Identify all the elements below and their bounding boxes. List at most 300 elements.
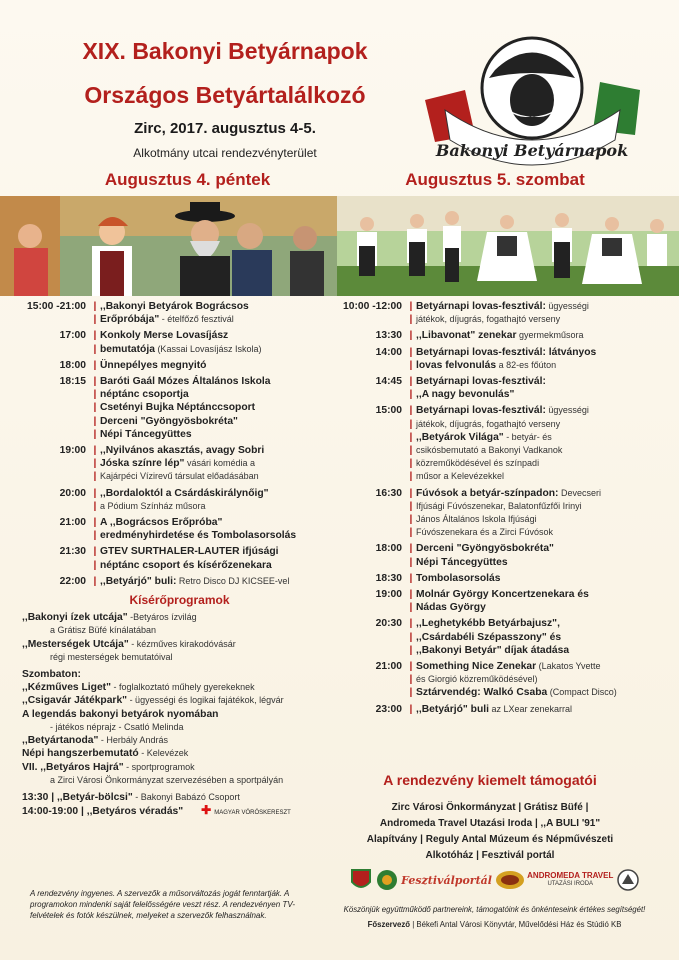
schedule-row bbox=[338, 487, 653, 500]
schedule-row bbox=[338, 601, 653, 614]
event-detail: Kajárpéci Vízirevű társulat előadásában bbox=[100, 471, 259, 482]
event-title: GTEV SURTHALER-LAUTER ifjúsági bbox=[100, 546, 279, 558]
event-time bbox=[22, 313, 90, 326]
event-detail: (Compact Disco) bbox=[547, 687, 617, 698]
event-title: Nádas György bbox=[416, 602, 486, 614]
event-detail: (Kassai Lovasíjász Iskola) bbox=[154, 343, 262, 354]
event-time bbox=[22, 457, 90, 470]
event-title: ,,Betyárjó" buli bbox=[416, 703, 489, 715]
event-text bbox=[100, 545, 337, 558]
event-time: 20:00 bbox=[59, 487, 86, 499]
separator: | bbox=[93, 487, 97, 499]
day2-schedule bbox=[338, 300, 653, 716]
betyarnapok-logo bbox=[425, 30, 640, 180]
event-text bbox=[100, 300, 337, 313]
event-detail: csikósbemutató a Bakonyi Vadkanok bbox=[416, 445, 563, 456]
event-title: ,,A nagy bevonulás" bbox=[416, 389, 515, 401]
event-title: Csetényi Bujka Néptánccsoport bbox=[100, 402, 256, 414]
event-detail: ügyességi bbox=[545, 301, 589, 311]
event-text bbox=[416, 500, 653, 513]
andromeda-logo bbox=[527, 871, 613, 889]
event-time bbox=[338, 526, 406, 539]
event-time: 18:00 bbox=[375, 543, 402, 555]
schedule-row bbox=[338, 470, 653, 483]
sponsors-title: A rendezvény kiemelt támogatói bbox=[383, 772, 597, 788]
schedule-row bbox=[22, 388, 337, 401]
schedule-row bbox=[338, 542, 653, 555]
schedule-row bbox=[338, 673, 653, 686]
event-text bbox=[100, 388, 337, 401]
red-cross-label: MAGYAR VÖRÖSKERESZT bbox=[214, 810, 291, 817]
event-text bbox=[416, 470, 653, 483]
schedule-row bbox=[338, 375, 653, 388]
separator: | bbox=[93, 559, 97, 571]
event-detail: János Általános Iskola Ifjúsági bbox=[416, 514, 537, 525]
schedule-row bbox=[338, 526, 653, 539]
event-text bbox=[100, 500, 337, 513]
schedule-row bbox=[338, 457, 653, 470]
schedule-row bbox=[338, 359, 653, 372]
event-text bbox=[100, 457, 337, 470]
separator: | bbox=[409, 514, 413, 526]
event-text bbox=[416, 572, 653, 585]
side-item bbox=[22, 668, 337, 681]
footer-note: A rendezvény ingyenes. A szervezők a műsorváltozás jogát fenntartják. A programokon mindenki saját felelősségére veszt rész. A rendezvényen TV- felvételek és fotók készülnek, melyeket a szervezők felhasználnak. bbox=[30, 889, 296, 920]
event-text bbox=[416, 631, 653, 644]
day1-title: Augusztus 4. péntek bbox=[104, 170, 271, 189]
separator: | bbox=[409, 631, 413, 643]
event-text bbox=[416, 660, 653, 673]
separator: | bbox=[93, 530, 97, 542]
event-detail: (Lakatos Yvette bbox=[536, 661, 601, 672]
sponsors-line: Andromeda Travel Utazási Iroda | ,,A BULI '91" bbox=[379, 818, 601, 829]
separator: | bbox=[93, 330, 97, 342]
event-text bbox=[416, 513, 653, 526]
event-text bbox=[100, 313, 337, 326]
event-time: 15:00 -21:00 bbox=[27, 301, 86, 312]
separator: | bbox=[409, 556, 413, 568]
event-title: Derceni "Gyöngyösbokréta" bbox=[100, 415, 238, 427]
event-text bbox=[100, 359, 337, 372]
event-text bbox=[416, 418, 653, 431]
event-text bbox=[100, 375, 337, 388]
schedule-row bbox=[22, 343, 337, 356]
schedule-row bbox=[338, 556, 653, 569]
event-title: Jóska színre lép" bbox=[100, 458, 185, 470]
event-title: ,,Nyilvános akasztás, avagy Sobri bbox=[100, 445, 265, 457]
separator: | bbox=[93, 402, 97, 414]
side-item bbox=[22, 747, 337, 760]
event-text bbox=[100, 415, 337, 428]
poster-title: XIX. Bakonyi Betyárnapok bbox=[82, 38, 368, 64]
event-title: Betyárnapi lovas-fesztivál: bbox=[416, 376, 546, 388]
event-text bbox=[416, 542, 653, 555]
schedule-row bbox=[338, 444, 653, 457]
side-item bbox=[22, 694, 337, 707]
event-time bbox=[22, 559, 90, 572]
event-time: 21:30 bbox=[59, 546, 86, 558]
side-item bbox=[22, 708, 337, 721]
event-text bbox=[100, 516, 337, 529]
schedule-row bbox=[338, 418, 653, 431]
event-detail: - betyár- és bbox=[503, 431, 552, 442]
schedule-row bbox=[338, 588, 653, 601]
side-item bbox=[22, 611, 337, 624]
schedule-row bbox=[22, 359, 337, 372]
andromeda-sub: UTAZÁSI IRODA bbox=[547, 881, 594, 887]
event-detail: - ételfőző fesztivál bbox=[159, 314, 234, 325]
photo-betyarok bbox=[0, 196, 337, 296]
schedule-row bbox=[22, 401, 337, 414]
event-time: 19:00 bbox=[59, 445, 86, 457]
separator: | bbox=[93, 445, 97, 457]
side-item-detail: - kézműves kirakodóvásár bbox=[128, 638, 236, 649]
side-item bbox=[22, 774, 337, 787]
event-title: ,,Betyárjó" buli: bbox=[100, 575, 177, 587]
side-item-detail: régi mesterségek bemutatóival bbox=[50, 651, 173, 662]
separator: | bbox=[409, 644, 413, 656]
event-time bbox=[338, 513, 406, 526]
schedule-row bbox=[22, 575, 337, 588]
separator: | bbox=[409, 359, 413, 371]
event-title: eredményhirdetése és Tombolasorsolás bbox=[100, 530, 297, 542]
event-text bbox=[416, 487, 653, 500]
event-time: 13:30 bbox=[375, 330, 402, 342]
separator: | bbox=[93, 389, 97, 401]
separator: | bbox=[409, 376, 413, 388]
sunflower-icon bbox=[375, 868, 399, 892]
separator: | bbox=[409, 602, 413, 614]
event-title: Konkoly Merse Lovasíjász bbox=[100, 330, 229, 342]
event-time bbox=[338, 686, 406, 699]
separator: | bbox=[93, 415, 97, 427]
event-text bbox=[100, 470, 337, 483]
event-detail: az LXear zenekarral bbox=[488, 703, 573, 714]
side-item-title: ,,Bakonyi ízek utcája" bbox=[22, 612, 128, 624]
event-text bbox=[416, 404, 653, 417]
zirc-coat-of-arms-icon bbox=[350, 868, 372, 892]
schedule-row bbox=[338, 703, 653, 716]
separator: | bbox=[409, 330, 413, 342]
schedule-row bbox=[22, 300, 337, 313]
schedule-row bbox=[338, 431, 653, 444]
sponsors-line: Alapítvány | Reguly Antal Múzeum és Népművészeti bbox=[366, 834, 614, 845]
sponsors-line: Zirc Városi Önkormányzat | Grátisz Büfé | bbox=[391, 802, 589, 813]
event-text bbox=[416, 644, 653, 657]
schedule-row bbox=[22, 500, 337, 513]
event-text bbox=[100, 343, 337, 356]
schedule-row bbox=[22, 375, 337, 388]
event-text bbox=[416, 588, 653, 601]
event-detail: Devecseri bbox=[558, 487, 601, 498]
side-item-detail: - Bakonyi Babázó Csoport bbox=[132, 791, 240, 802]
thanks-note: Köszönjük együttműködő partnereink, támogatóink és önkénteseink értékes segítségét! bbox=[343, 905, 646, 914]
organizer-label: Főszervező bbox=[367, 920, 411, 929]
fesztivalportal-logo: Fesztiválportál bbox=[401, 873, 492, 887]
event-time bbox=[22, 529, 90, 542]
schedule-row bbox=[338, 617, 653, 630]
event-detail: közreműködésével és színpadi bbox=[416, 458, 540, 469]
schedule-row bbox=[22, 428, 337, 441]
event-text bbox=[416, 375, 653, 388]
separator: | bbox=[409, 674, 413, 686]
event-detail: műsor a Kelevézekkel bbox=[416, 471, 505, 482]
event-detail: és Giorgió közreműködésével) bbox=[416, 674, 538, 685]
event-text bbox=[100, 401, 337, 414]
separator: | bbox=[409, 314, 413, 326]
separator: | bbox=[409, 527, 413, 539]
side-item bbox=[22, 734, 337, 747]
separator: | bbox=[409, 500, 413, 512]
separator: | bbox=[93, 575, 97, 587]
side-item-title: VII. ,,Betyáros Hajrá" bbox=[22, 761, 124, 773]
event-text bbox=[416, 673, 653, 686]
event-time bbox=[22, 388, 90, 401]
event-title: ,,Leghetykébb Betyárbajusz", bbox=[416, 618, 560, 630]
side-item bbox=[22, 761, 337, 774]
event-title: ,,Betyárok Világa" bbox=[416, 431, 504, 443]
separator: | bbox=[409, 618, 413, 630]
side-item-detail: - játékos néprajz - Csatló Melinda bbox=[50, 721, 184, 732]
sponsors-list bbox=[350, 800, 630, 864]
event-text bbox=[416, 556, 653, 569]
separator: | bbox=[93, 471, 97, 483]
event-text bbox=[416, 359, 653, 372]
separator: | bbox=[409, 389, 413, 401]
event-title: ,,Bakonyi Betyárok Bográcsos bbox=[100, 301, 249, 312]
event-time: 19:00 bbox=[375, 589, 402, 601]
gratisz-logo-icon bbox=[495, 869, 525, 891]
side-item-detail: - Kelevézek bbox=[138, 748, 189, 759]
event-title: Fúvósok a betyár-színpadon: bbox=[416, 487, 559, 499]
event-detail: a 82-es főúton bbox=[496, 359, 557, 370]
event-detail: Ifjúsági Fúvószenekar, Balatonfűzfői Irinyi bbox=[416, 500, 582, 511]
event-time bbox=[338, 444, 406, 457]
event-time: 18:00 bbox=[59, 359, 86, 371]
event-title: ,,Libavonat" zenekar bbox=[416, 330, 517, 342]
event-text bbox=[100, 575, 337, 588]
event-text bbox=[100, 487, 337, 500]
day1-schedule bbox=[22, 300, 337, 820]
event-text bbox=[416, 346, 653, 359]
event-time bbox=[22, 428, 90, 441]
event-time bbox=[338, 631, 406, 644]
event-detail: gyermekműsora bbox=[516, 330, 584, 341]
event-time bbox=[338, 313, 406, 326]
red-cross-icon: ✚ bbox=[201, 803, 212, 818]
event-text bbox=[100, 559, 337, 572]
event-title: Derceni "Gyöngyösbokréta" bbox=[416, 543, 554, 555]
event-detail: Fúvószenekara és a Zirci Fúvósok bbox=[416, 527, 554, 538]
event-time: 21:00 bbox=[375, 661, 402, 673]
schedule-row bbox=[22, 415, 337, 428]
event-detail: játékok, díjugrás, fogathajtó verseny bbox=[416, 314, 561, 325]
event-time bbox=[22, 500, 90, 513]
event-detail: játékok, díjugrás, fogathajtó verseny bbox=[416, 418, 561, 429]
schedule-row bbox=[338, 686, 653, 699]
separator: | bbox=[409, 687, 413, 699]
schedule-row bbox=[338, 313, 653, 326]
sponsor-logos bbox=[350, 866, 640, 894]
event-title: Népi Táncegyüttes bbox=[416, 556, 508, 568]
day2-title: Augusztus 5. szombat bbox=[405, 170, 585, 189]
event-title: Ünnepélyes megnyitó bbox=[100, 359, 207, 371]
side-item-detail: a Zirci Városi Önkormányzat szervezésében a sportpályán bbox=[50, 774, 284, 785]
side-programs-title: Kísérőprogramok bbox=[129, 593, 230, 608]
separator: | bbox=[409, 431, 413, 443]
separator: | bbox=[409, 445, 413, 457]
schedule-row bbox=[22, 559, 337, 572]
separator: | bbox=[409, 703, 413, 715]
side-item bbox=[22, 624, 337, 637]
event-text bbox=[416, 444, 653, 457]
schedule-row bbox=[22, 470, 337, 483]
event-title: néptánc csoportja bbox=[100, 389, 189, 401]
organizer bbox=[342, 920, 647, 929]
event-time bbox=[338, 601, 406, 614]
separator: | bbox=[409, 572, 413, 584]
event-venue: Alkotmány utcai rendezvényterület bbox=[133, 146, 317, 160]
schedule-row bbox=[22, 545, 337, 558]
separator: | bbox=[93, 301, 97, 312]
event-time bbox=[22, 470, 90, 483]
side-item bbox=[22, 651, 337, 664]
logo-text: Bakonyi Betyárnapok bbox=[435, 141, 629, 160]
separator: | bbox=[409, 405, 413, 417]
event-time bbox=[338, 457, 406, 470]
event-detail: Retro Disco DJ KICSEE-vel bbox=[176, 575, 290, 586]
schedule-row bbox=[22, 444, 337, 457]
event-time: 23:00 bbox=[375, 703, 402, 715]
separator: | bbox=[409, 301, 413, 312]
separator: | bbox=[93, 428, 97, 440]
side-item-title: ,,Mesterségek Utcája" bbox=[22, 638, 129, 650]
schedule-row bbox=[338, 329, 653, 342]
event-title: bemutatója bbox=[100, 343, 155, 355]
poster-subtitle: Országos Betyártalálkozó bbox=[84, 82, 366, 108]
event-time: 18:30 bbox=[375, 572, 402, 584]
sponsors-line: Alkotóház | Fesztivál portál bbox=[425, 850, 555, 861]
schedule-row bbox=[338, 513, 653, 526]
event-text bbox=[416, 601, 653, 614]
side-item-title: 14:00-19:00 | ,,Betyáros véradás" bbox=[22, 806, 184, 818]
schedule-row bbox=[338, 644, 653, 657]
schedule-row bbox=[22, 329, 337, 342]
event-title: Betyárnapi lovas-fesztivál: látványos bbox=[416, 346, 597, 358]
event-time: 18:15 bbox=[59, 376, 86, 388]
side-item bbox=[22, 791, 337, 804]
schedule-row bbox=[338, 660, 653, 673]
event-title: Baróti Gaál Mózes Általános Iskola bbox=[100, 376, 271, 388]
separator: | bbox=[93, 343, 97, 355]
separator: | bbox=[409, 418, 413, 430]
event-time: 20:30 bbox=[375, 618, 402, 630]
event-time: 14:45 bbox=[375, 376, 402, 388]
event-text bbox=[100, 529, 337, 542]
separator: | bbox=[409, 487, 413, 499]
event-time bbox=[338, 359, 406, 372]
side-item bbox=[22, 681, 337, 694]
event-detail: ügyességi bbox=[545, 405, 589, 416]
event-time: 22:00 bbox=[59, 575, 86, 587]
event-time: 15:00 bbox=[375, 405, 402, 417]
separator: | bbox=[409, 471, 413, 483]
schedule-row bbox=[22, 516, 337, 529]
event-title: néptánc csoport és kísérőzenekara bbox=[100, 559, 272, 571]
side-item-detail: - foglalkoztató műhely gyerekeknek bbox=[111, 682, 255, 693]
side-item bbox=[22, 638, 337, 651]
event-title: ,,Bakonyi Betyár" díjak átadása bbox=[416, 644, 570, 656]
separator: | bbox=[93, 376, 97, 388]
event-title: A ,,Bográcsos Erőpróba" bbox=[100, 517, 223, 529]
event-title: ,,Bordaloktól a Csárdáskirálynőig" bbox=[100, 487, 269, 499]
separator: | bbox=[409, 346, 413, 358]
side-item-title: 13:30 | ,,Betyár-bölcsi" bbox=[22, 791, 133, 803]
event-text bbox=[100, 444, 337, 457]
schedule-row bbox=[22, 529, 337, 542]
separator: | bbox=[409, 458, 413, 470]
event-time bbox=[22, 343, 90, 356]
side-item-title: A legendás bakonyi betyárok nyomában bbox=[22, 708, 219, 720]
separator: | bbox=[93, 359, 97, 371]
event-title: Tombolasorsolás bbox=[416, 572, 501, 584]
separator: | bbox=[93, 517, 97, 529]
event-time: 10:00 -12:00 bbox=[343, 301, 402, 312]
separator: | bbox=[93, 314, 97, 326]
organizer-text: | Békefi Antal Városi Könyvtár, Művelődési Ház és Stúdió KB bbox=[410, 920, 622, 929]
event-time bbox=[338, 556, 406, 569]
event-time: 16:30 bbox=[375, 487, 402, 499]
event-date: Zirc, 2017. augusztus 4-5. bbox=[134, 120, 316, 137]
event-title: ,,Csárdabéli Szépasszony" és bbox=[416, 631, 562, 643]
event-title: Erőpróbája" bbox=[100, 314, 160, 326]
schedule-row bbox=[22, 313, 337, 326]
schedule-row bbox=[22, 487, 337, 500]
event-text bbox=[416, 431, 653, 444]
separator: | bbox=[93, 500, 97, 512]
separator: | bbox=[409, 589, 413, 601]
schedule-row bbox=[338, 500, 653, 513]
side-item-title: Népi hangszerbemutató bbox=[22, 748, 139, 760]
event-time bbox=[22, 401, 90, 414]
event-title: Betyárnapi lovas-fesztivál: bbox=[416, 405, 546, 417]
separator: | bbox=[409, 543, 413, 555]
schedule-row bbox=[338, 388, 653, 401]
side-item-detail: - ügyességi és logikai fajátékok, légvár bbox=[127, 695, 284, 706]
event-text bbox=[416, 329, 653, 342]
side-item-title: ,,Betyártanoda" bbox=[22, 735, 99, 747]
event-text bbox=[416, 617, 653, 630]
event-time bbox=[338, 500, 406, 513]
event-time bbox=[338, 388, 406, 401]
event-time bbox=[338, 673, 406, 686]
side-item-detail: a Grátisz Büfé kínálatában bbox=[50, 625, 157, 636]
separator: | bbox=[93, 458, 97, 470]
side-item-detail: -Betyáros ízvilág bbox=[127, 612, 197, 623]
schedule-row bbox=[338, 346, 653, 359]
event-time bbox=[22, 415, 90, 428]
museum-logo-icon bbox=[616, 868, 640, 892]
side-item bbox=[22, 721, 337, 734]
event-text bbox=[416, 313, 653, 326]
side-item-detail: - Herbály András bbox=[98, 735, 168, 746]
event-title: Something Nice Zenekar bbox=[416, 661, 537, 673]
side-item-title: ,,Kézműves Liget" bbox=[22, 682, 111, 694]
event-detail: vásári komédia a bbox=[184, 458, 255, 469]
event-text bbox=[416, 526, 653, 539]
event-title: Betyárnapi lovas-fesztivál: bbox=[416, 301, 546, 312]
event-text bbox=[416, 703, 653, 716]
